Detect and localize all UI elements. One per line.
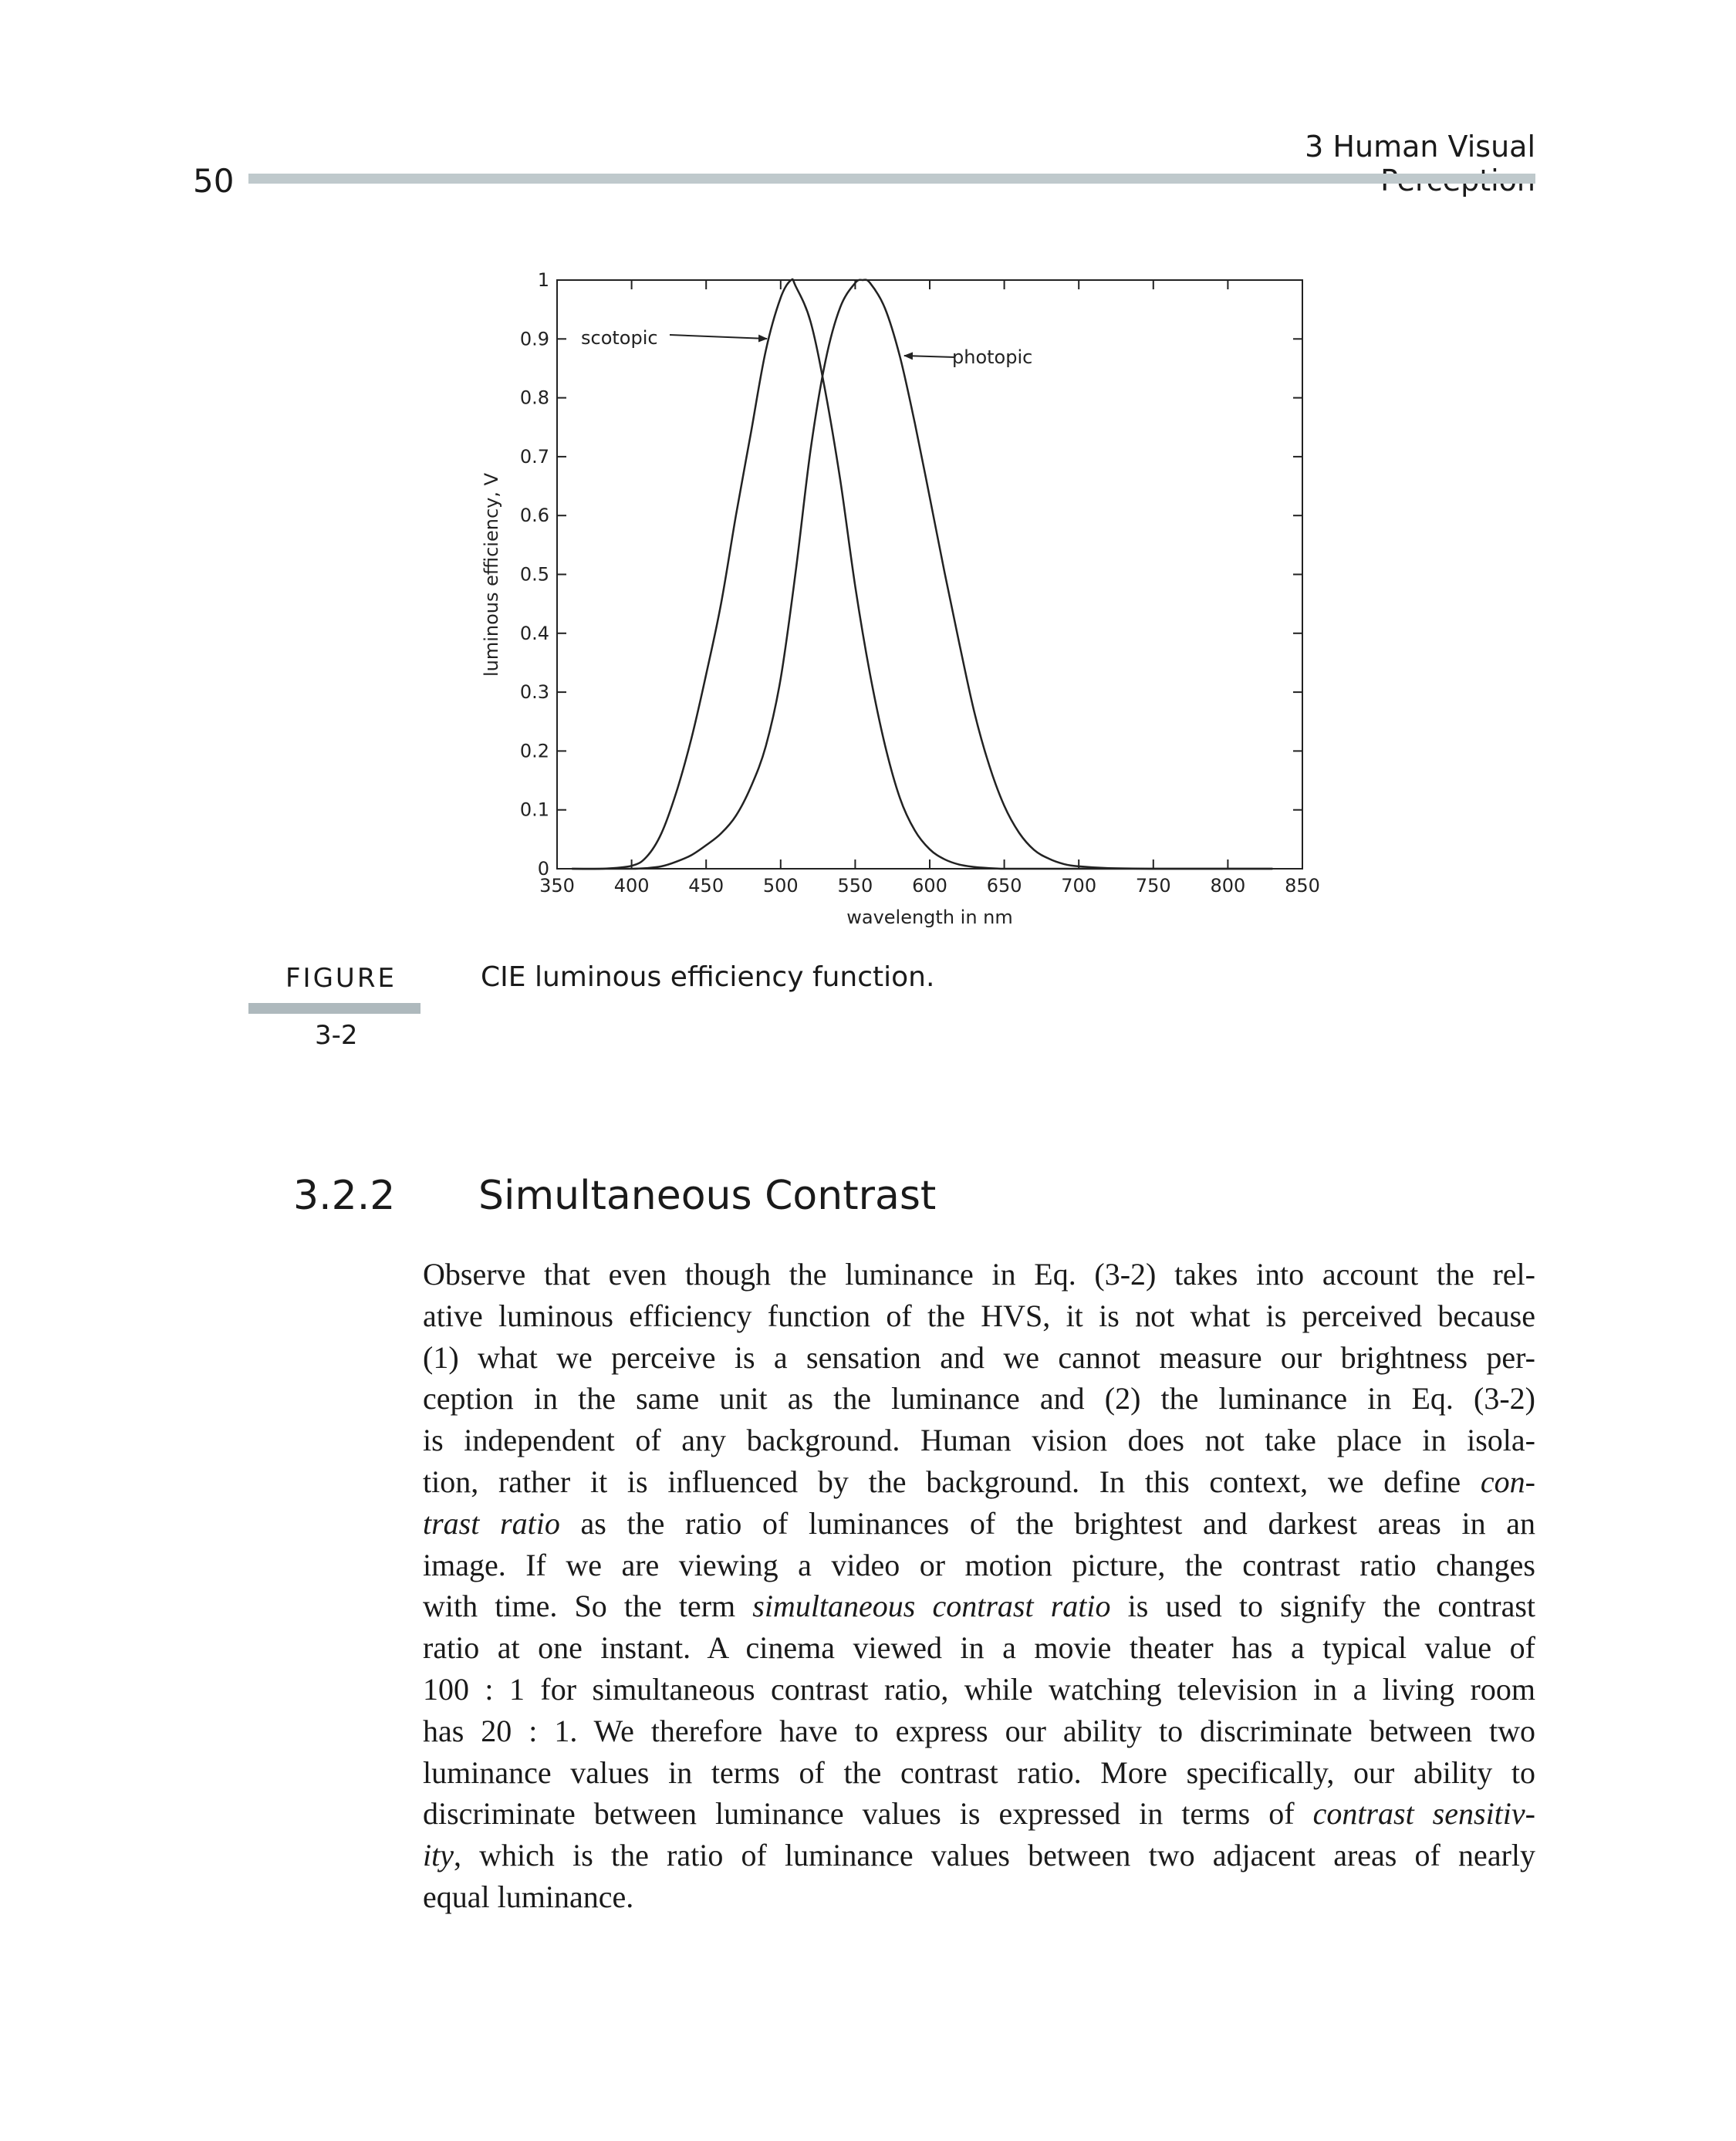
x-tick-label: 850: [1285, 875, 1320, 897]
paragraph-line: ratio at one instant. A cinema viewed in a movie theater has a typical value of: [423, 1630, 1535, 1666]
running-head: 3 Human Visual: [1305, 130, 1535, 164]
paragraph-line: (1) what we perceive is a sensation and we cannot measure our brightness per-: [423, 1339, 1535, 1375]
y-tick-label: 0.9: [519, 328, 549, 350]
x-tick-label: 400: [613, 875, 650, 897]
x-tick-label: 700: [1061, 875, 1097, 897]
x-tick-label: 450: [688, 875, 724, 897]
italic-term: trast ratio: [423, 1505, 560, 1541]
paragraph-line: 100 : 1 for simultaneous contrast ratio, while watching television in a living room: [423, 1671, 1535, 1707]
photopic-curve: [572, 280, 1272, 869]
line-text: with time. So the term: [423, 1589, 753, 1624]
y-tick-label: 0.1: [519, 799, 549, 821]
paragraph-line: [423, 1461, 1535, 1503]
x-tick-label: 350: [539, 875, 575, 897]
y-tick-label: 0.2: [519, 740, 549, 762]
y-tick-label: 0: [537, 858, 549, 880]
paragraph-line: [423, 1585, 1535, 1627]
page-number: 50: [193, 162, 235, 200]
x-tick-label: 650: [986, 875, 1022, 897]
paragraph-line: image. If we are viewing a video or motion picture, the contrast ratio changes: [423, 1547, 1535, 1582]
y-tick-label: 0.5: [519, 563, 549, 586]
scotopic-curve: [572, 279, 1272, 869]
body-paragraph: [423, 1254, 1535, 1918]
paragraph-line: luminance values in terms of the contrast ratio. More specifically, our ability to: [423, 1754, 1535, 1790]
line-text: , which is the ratio of luminance values between two adjacent areas of nearly: [453, 1838, 1535, 1873]
paragraph-line: [423, 1793, 1535, 1835]
italic-term: contrast sensitiv-: [1312, 1796, 1535, 1832]
line-text: is used to signify the contrast: [1110, 1589, 1535, 1624]
y-tick-label: 0.8: [519, 387, 549, 409]
italic-term: con-: [1480, 1464, 1535, 1499]
paragraph-line: equal luminance.: [423, 1879, 634, 1914]
figure-label-rule: [248, 1003, 420, 1014]
x-tick-label: 800: [1210, 875, 1246, 897]
paragraph-line: ative luminous efficiency function of the HVS, it is not what is perceived because: [423, 1298, 1535, 1333]
header-rule: [248, 174, 1535, 184]
paragraph-line: has 20 : 1. We therefore have to express our ability to discriminate between two: [423, 1713, 1535, 1748]
x-axis-label: wavelength in nm: [846, 907, 1013, 928]
figure-number: 3-2: [315, 1020, 358, 1051]
section-number: 3.2.2: [293, 1173, 396, 1219]
luminous-efficiency-chart: [463, 262, 1335, 941]
y-tick-label: 1: [537, 269, 549, 291]
x-tick-labels: [539, 875, 1320, 897]
photopic-arrow: [904, 356, 955, 357]
y-tick-label: 0.6: [519, 505, 549, 527]
figure-caption: CIE luminous efficiency function.: [481, 961, 935, 993]
y-tick-labels: [520, 269, 549, 880]
paragraph-line: Observe that even though the luminance in Eq. (3-2) takes into account the rel-: [423, 1257, 1535, 1292]
scotopic-arrow: [670, 335, 767, 339]
x-tick-label: 750: [1135, 875, 1171, 897]
x-tick-label: 600: [912, 875, 947, 897]
paragraph-line: ception in the same unit as the luminance and (2) the luminance in Eq. (3-2): [423, 1381, 1535, 1417]
y-tick-label: 0.7: [519, 445, 549, 468]
line-text: discriminate between luminance values is expressed in terms of: [423, 1796, 1313, 1832]
line-text: tion, rather it is influenced by the background. In this context, we define: [423, 1464, 1481, 1499]
y-tick-label: 0.4: [519, 622, 549, 644]
x-tick-label: 500: [762, 875, 799, 897]
photopic-label: photopic: [952, 346, 1033, 368]
x-tick-label: 550: [837, 875, 873, 897]
paragraph-line: [423, 1835, 1535, 1876]
paragraph-line: is independent of any background. Human vision does not take place in isola-: [423, 1423, 1535, 1458]
section-title: Simultaneous Contrast: [478, 1173, 937, 1219]
italic-term: simultaneous contrast ratio: [752, 1589, 1111, 1624]
paragraph-line: [423, 1503, 1535, 1545]
plot-frame: [557, 280, 1302, 869]
series-lines: [572, 279, 1272, 869]
line-text: as the ratio of luminances of the brightest and darkest areas in an: [559, 1505, 1535, 1541]
y-tick-label: 0.3: [519, 681, 549, 704]
figure-label: FIGURE: [285, 963, 397, 994]
italic-term: ity: [423, 1838, 454, 1873]
y-axis-label: luminous efficiency, V: [481, 472, 502, 677]
axis-ticks: [557, 280, 1302, 869]
scotopic-label: scotopic: [581, 327, 658, 349]
